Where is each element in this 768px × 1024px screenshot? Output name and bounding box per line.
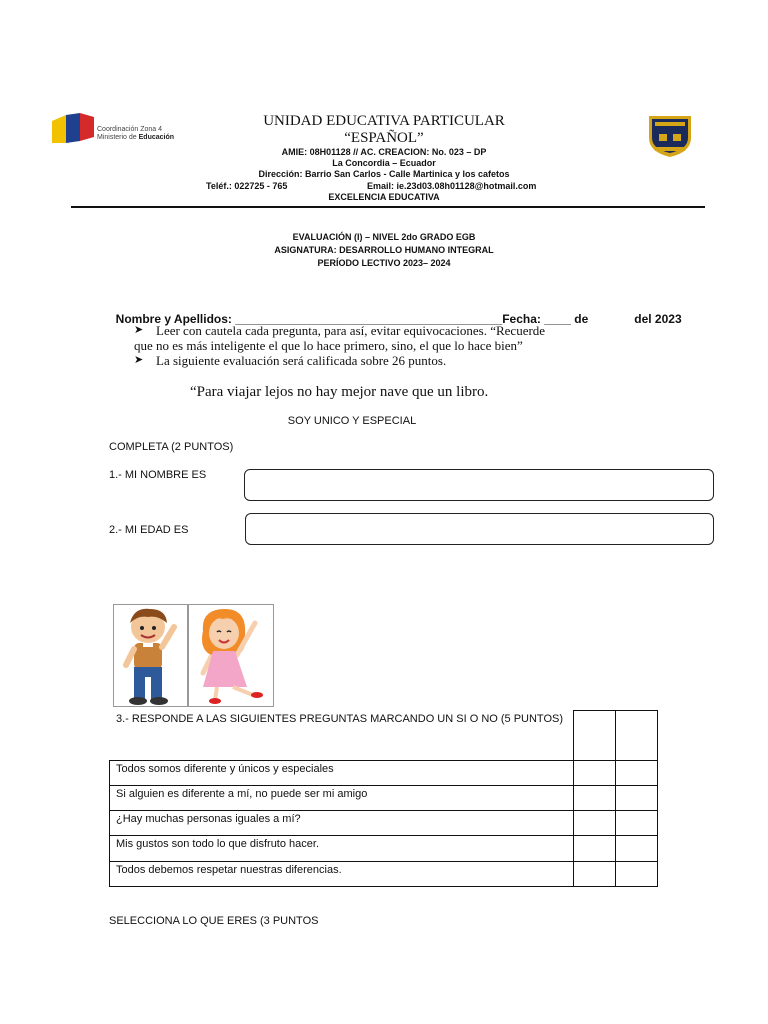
table-row-4-text: Mis gustos son todo lo que disfruto hacer.	[116, 838, 320, 850]
section3-title: SELECCIONA LO QUE ERES (3 PUNTOS	[109, 915, 319, 927]
school-name-line1: UNIDAD EDUCATIVA PARTICULAR	[263, 113, 505, 129]
table-header: 3.- RESPONDE A LAS SIGUIENTES PREGUNTAS MARCANDO UN SI O NO (5 PUNTOS)	[116, 713, 564, 725]
age-answer-box[interactable]	[245, 513, 714, 545]
student-info-line	[109, 298, 682, 326]
question2-label: 2.- MI EDAD ES	[109, 524, 189, 536]
school-name-line2: “ESPAÑOL”	[344, 130, 424, 146]
evaluation-subject: ASIGNATURA: DESARROLLO HUMANO INTEGRAL	[274, 245, 494, 255]
instruction-1-line2: que no es más inteligente el que lo hace primero, sino, el que lo hace bien”	[134, 338, 523, 353]
table-row-2-si-cell[interactable]	[574, 786, 615, 810]
phone-line: Teléf.: 022725 - 765	[206, 181, 288, 191]
unit-title: SOY UNICO Y ESPECIAL	[287, 415, 417, 427]
quote: “Para viajar lejos no hay mejor nave que un libro.	[190, 384, 489, 400]
header-divider	[71, 206, 705, 208]
school-crest-logo	[645, 112, 695, 158]
instruction-2-text: La siguiente evaluación será calificada sobre 26 puntos.	[156, 353, 447, 368]
table-row-3-no-cell[interactable]	[616, 811, 657, 835]
city-line: La Concordia – Ecuador	[332, 158, 436, 168]
girl-cartoon-icon	[189, 605, 273, 706]
arrowhead-bullet-icon: ➤	[134, 354, 144, 366]
yes-no-table	[109, 710, 658, 887]
name-answer-box[interactable]	[244, 469, 714, 501]
table-row-1-no-cell[interactable]	[616, 761, 657, 785]
amie-line: AMIE: 08H01128 // AC. CREACION: No. 023 – DP	[281, 147, 487, 157]
email-line: Email: ie.23d03.08h01128@hotmail.com	[367, 181, 537, 191]
table-row-4-no-cell[interactable]	[616, 836, 657, 860]
ministry-logo-line2a: Ministerio de	[97, 134, 139, 141]
date-label: Fecha: ____ de	[502, 312, 589, 326]
girl-image	[188, 604, 274, 707]
ministry-logo-line1: Coordinación Zona 4	[97, 126, 162, 133]
question1-label: 1.- MI NOMBRE ES	[109, 469, 207, 481]
table-row-1-text: Todos somos diferente y únicos y especiales	[116, 763, 334, 775]
evaluation-period: PERÍODO LECTIVO 2023– 2024	[317, 258, 451, 268]
boy-cartoon-icon	[114, 605, 187, 706]
motto-line: EXCELENCIA EDUCATIVA	[328, 192, 440, 202]
school-crest-icon	[645, 112, 695, 158]
arrowhead-bullet-icon: ➤	[134, 324, 144, 336]
ministry-logo	[52, 113, 187, 145]
table-row-5-no-cell[interactable]	[616, 862, 657, 886]
ecuador-flag-logo-icon	[52, 113, 94, 143]
ministry-logo-line2b: Educación	[138, 134, 175, 141]
table-row-4-si-cell[interactable]	[574, 836, 615, 860]
table-row-5-si-cell[interactable]	[574, 862, 615, 886]
section1-title: COMPLETA (2 PUNTOS)	[109, 441, 234, 453]
year-label: del 2023	[634, 312, 682, 326]
instruction-1-line1: Leer con cautela cada pregunta, para así, evitar equivocaciones. “Recuerde	[156, 323, 546, 338]
table-row-5-text: Todos debemos respetar nuestras diferencias.	[116, 864, 342, 876]
evaluation-title: EVALUACIÓN (I) – NIVEL 2do GRADO EGB	[292, 232, 476, 242]
table-row-3-text: ¿Hay muchas personas iguales a mí?	[116, 813, 301, 825]
table-row-1-si-cell[interactable]	[574, 761, 615, 785]
table-row-2-no-cell[interactable]	[616, 786, 657, 810]
boy-image	[113, 604, 188, 707]
name-label: Nombre y Apellidos: ________________________________________	[115, 312, 503, 326]
table-row-2-text: Si alguien es diferente a mí, no puede ser mi amigo	[116, 788, 368, 800]
address-line: Dirección: Barrio San Carlos - Calle Martinica y los cafetos	[258, 169, 510, 179]
table-row-3-si-cell[interactable]	[574, 811, 615, 835]
